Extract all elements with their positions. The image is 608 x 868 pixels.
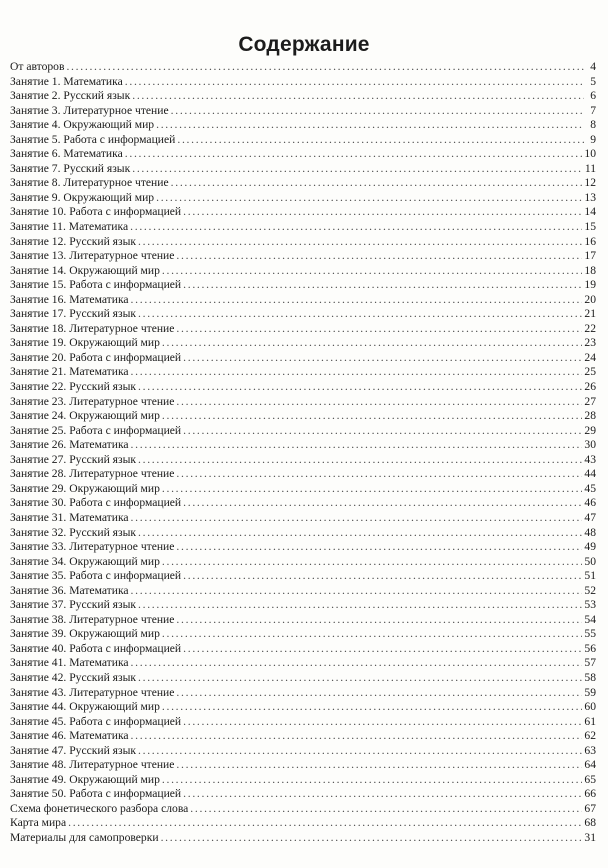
dot-leader: [138, 671, 582, 686]
toc-entry-page: 52: [584, 583, 596, 597]
toc-entry-label: Занятие 13. Литературное чтение: [10, 249, 175, 263]
toc-entry-label: Занятие 7. Русский язык: [10, 161, 131, 175]
toc-entry-label: Занятие 38. Литературное чтение: [10, 612, 175, 626]
toc-entry: [10, 351, 596, 366]
dot-leader: [138, 380, 582, 395]
toc-entry-label: Занятие 26. Математика: [10, 438, 129, 452]
dot-leader: [183, 715, 582, 730]
toc-entry: [10, 89, 596, 104]
dot-leader: [138, 598, 582, 613]
toc-entry-label: Занятие 30. Работа с информацией: [10, 496, 182, 510]
toc-entry-label: Занятие 19. Окружающий мир: [10, 336, 160, 350]
toc-entry: [10, 787, 596, 802]
toc-entry-page: 17: [584, 249, 596, 263]
toc-entry-label: Занятие 2. Русский язык: [10, 89, 131, 103]
toc-entry: [10, 75, 596, 90]
dot-leader: [190, 802, 582, 817]
toc-entry-page: 59: [584, 685, 596, 699]
dot-leader: [183, 787, 582, 802]
toc-entry: [10, 293, 596, 308]
toc-entry: [10, 555, 596, 570]
dot-leader: [156, 118, 584, 133]
toc-entry-page: 63: [584, 743, 596, 757]
toc-entry-label: Занятие 16. Математика: [10, 292, 129, 306]
dot-leader: [183, 496, 582, 511]
toc-entry-page: 55: [584, 627, 596, 641]
dot-leader: [171, 176, 583, 191]
toc-entry-label: Занятие 11. Математика: [10, 220, 129, 234]
toc-entry: [10, 802, 596, 817]
dot-leader: [162, 555, 583, 570]
toc-entry: [10, 467, 596, 482]
toc-entry-page: 46: [584, 496, 596, 510]
dot-leader: [131, 365, 583, 380]
toc-entry-label: Занятие 39. Окружающий мир: [10, 627, 160, 641]
dot-leader: [162, 627, 583, 642]
toc-entry-label: Занятие 12. Русский язык: [10, 234, 137, 248]
toc-entry: [10, 176, 596, 191]
toc-entry: [10, 656, 596, 671]
toc-entry-page: 64: [584, 758, 596, 772]
toc-entry: [10, 671, 596, 686]
toc-entry-label: Занятие 1. Математика: [10, 74, 123, 88]
toc-entry: [10, 627, 596, 642]
toc-entry-page: 51: [584, 569, 596, 583]
toc-entry: [10, 569, 596, 584]
dot-leader: [161, 831, 583, 846]
toc-entry-label: Занятие 37. Русский язык: [10, 598, 137, 612]
toc-entry-label: Занятие 20. Работа с информацией: [10, 350, 182, 364]
toc-entry-label: Занятие 33. Литературное чтение: [10, 540, 175, 554]
toc-entry-page: 19: [584, 278, 596, 292]
dot-leader: [131, 293, 583, 308]
toc-entry: [10, 336, 596, 351]
toc-entry-label: От авторов: [10, 60, 65, 73]
dot-leader: [176, 613, 582, 628]
toc-entry: [10, 496, 596, 511]
toc-entry-label: Занятие 35. Работа с информацией: [10, 569, 182, 583]
toc-entry: [10, 831, 596, 846]
toc-entry-page: 13: [584, 190, 596, 204]
toc-entry: [10, 773, 596, 788]
dot-leader: [162, 773, 583, 788]
dot-leader: [132, 162, 583, 177]
dot-leader: [183, 424, 582, 439]
toc-entry-page: 21: [584, 307, 596, 321]
dot-leader: [176, 540, 582, 555]
toc-entry-page: 50: [584, 554, 596, 568]
toc-entry-page: 31: [584, 830, 596, 844]
toc-entry: [10, 205, 596, 220]
dot-leader: [171, 104, 584, 119]
toc-entry-page: 56: [584, 641, 596, 655]
toc-entry: [10, 584, 596, 599]
toc-entry-page: 67: [584, 801, 596, 815]
toc-entry-label: Занятие 23. Литературное чтение: [10, 394, 175, 408]
toc-entry: [10, 438, 596, 453]
toc-entry-label: Занятие 5. Работа с информацией: [10, 132, 176, 146]
toc-entry: [10, 540, 596, 555]
toc-entry-label: Занятие 18. Литературное чтение: [10, 321, 175, 335]
toc-entry-label: Занятие 27. Русский язык: [10, 452, 137, 466]
dot-leader: [131, 656, 583, 671]
toc-entry-page: 62: [584, 729, 596, 743]
toc-entry: [10, 700, 596, 715]
toc-entry: [10, 249, 596, 264]
toc-entry-page: 8: [590, 118, 596, 132]
toc-entry-page: 4: [590, 60, 596, 73]
toc-entry: [10, 598, 596, 613]
dot-leader: [138, 744, 582, 759]
toc-entry: [10, 104, 596, 119]
table-of-contents: [10, 60, 596, 846]
dot-leader: [138, 453, 582, 468]
toc-entry-page: 22: [584, 321, 596, 335]
dot-leader: [162, 264, 583, 279]
toc-entry-page: 7: [590, 103, 596, 117]
toc-entry-page: 54: [584, 612, 596, 626]
toc-entry-page: 24: [584, 350, 596, 364]
toc-entry-page: 18: [584, 263, 596, 277]
dot-leader: [162, 409, 583, 424]
dot-leader: [183, 351, 582, 366]
toc-entry-label: Занятие 9. Окружающий мир: [10, 190, 155, 204]
toc-entry: [10, 453, 596, 468]
toc-entry: [10, 278, 596, 293]
toc-entry-page: 58: [584, 670, 596, 684]
toc-entry: [10, 118, 596, 133]
toc-entry-label: Занятие 28. Литературное чтение: [10, 467, 175, 481]
toc-entry-label: Занятие 44. Окружающий мир: [10, 700, 160, 714]
dot-leader: [138, 526, 582, 541]
toc-entry-label: Занятие 43. Литературное чтение: [10, 685, 175, 699]
toc-entry-page: 45: [584, 481, 596, 495]
toc-entry-label: Занятие 31. Математика: [10, 510, 129, 524]
toc-entry: [10, 816, 596, 831]
dot-leader: [125, 75, 584, 90]
toc-entry-page: 47: [584, 510, 596, 524]
dot-leader: [177, 133, 584, 148]
toc-entry: [10, 322, 596, 337]
toc-entry-page: 25: [584, 365, 596, 379]
toc-entry: [10, 613, 596, 628]
toc-entry: [10, 642, 596, 657]
dot-leader: [183, 569, 582, 584]
dot-leader: [183, 642, 582, 657]
toc-entry-page: 14: [584, 205, 596, 219]
toc-entry-label: Занятие 50. Работа с информацией: [10, 787, 182, 801]
toc-entry: [10, 380, 596, 395]
toc-entry-label: Занятие 42. Русский язык: [10, 670, 137, 684]
dot-leader: [131, 584, 583, 599]
toc-entry: [10, 147, 596, 162]
toc-entry: [10, 744, 596, 759]
toc-entry-label: Занятие 46. Математика: [10, 729, 129, 743]
toc-entry: [10, 191, 596, 206]
toc-entry-label: Карта мира: [10, 816, 67, 830]
toc-entry: [10, 307, 596, 322]
dot-leader: [138, 235, 582, 250]
toc-entry: [10, 729, 596, 744]
dot-leader: [66, 60, 584, 75]
dot-leader: [176, 467, 582, 482]
toc-entry-page: 26: [584, 380, 596, 394]
page-title: Содержание: [238, 33, 370, 56]
toc-entry-label: Занятие 47. Русский язык: [10, 743, 137, 757]
toc-entry-page: 28: [584, 409, 596, 423]
toc-entry-page: 43: [584, 452, 596, 466]
dot-leader: [176, 686, 582, 701]
toc-entry-page: 61: [584, 714, 596, 728]
toc-entry: [10, 424, 596, 439]
dot-leader: [183, 205, 582, 220]
toc-entry-page: 57: [584, 656, 596, 670]
toc-entry-page: 23: [584, 336, 596, 350]
toc-entry-label: Занятие 40. Работа с информацией: [10, 641, 182, 655]
dot-leader: [132, 89, 584, 104]
toc-entry: [10, 264, 596, 279]
toc-entry: [10, 409, 596, 424]
toc-entry-page: 68: [584, 816, 596, 830]
toc-entry-page: 65: [584, 772, 596, 786]
toc-entry: [10, 395, 596, 410]
toc-entry-page: 6: [590, 89, 596, 103]
toc-entry: [10, 511, 596, 526]
toc-entry-page: 66: [584, 787, 596, 801]
toc-entry-label: Занятие 34. Окружающий мир: [10, 554, 160, 568]
toc-entry-page: 15: [584, 220, 596, 234]
toc-entry: [10, 482, 596, 497]
toc-entry-page: 48: [584, 525, 596, 539]
toc-entry-page: 10: [584, 147, 596, 161]
toc-entry-label: Занятие 45. Работа с информацией: [10, 714, 182, 728]
toc-entry-label: Занятие 8. Литературное чтение: [10, 176, 169, 190]
toc-entry-page: 16: [584, 234, 596, 248]
toc-entry: [10, 60, 596, 75]
toc-entry-page: 49: [584, 540, 596, 554]
toc-entry: [10, 162, 596, 177]
toc-entry-label: Материалы для самопроверки: [10, 830, 159, 844]
toc-entry-page: 20: [584, 292, 596, 306]
toc-entry: [10, 526, 596, 541]
dot-leader: [131, 438, 583, 453]
toc-entry-page: 30: [584, 438, 596, 452]
toc-entry-page: 53: [584, 598, 596, 612]
toc-entry-page: 12: [584, 176, 596, 190]
toc-entry-page: 44: [584, 467, 596, 481]
toc-entry: [10, 715, 596, 730]
toc-entry-page: 27: [584, 394, 596, 408]
dot-leader: [131, 511, 583, 526]
toc-entry-label: Занятие 36. Математика: [10, 583, 129, 597]
dot-leader: [162, 336, 583, 351]
toc-entry-label: Занятие 29. Окружающий мир: [10, 481, 160, 495]
dot-leader: [176, 322, 582, 337]
toc-entry-label: Занятие 25. Работа с информацией: [10, 423, 182, 437]
dot-leader: [176, 758, 582, 773]
toc-entry-label: Занятие 17. Русский язык: [10, 307, 137, 321]
dot-leader: [130, 220, 582, 235]
toc-entry: [10, 365, 596, 380]
toc-entry-label: Занятие 41. Математика: [10, 656, 129, 670]
toc-entry-label: Занятие 24. Окружающий мир: [10, 409, 160, 423]
toc-entry-page: 60: [584, 700, 596, 714]
toc-entry-label: Занятие 15. Работа с информацией: [10, 278, 182, 292]
toc-entry-page: 9: [590, 132, 596, 146]
toc-entry-label: Схема фонетического разбора слова: [10, 801, 189, 815]
toc-entry-label: Занятие 48. Литературное чтение: [10, 758, 175, 772]
toc-entry-label: Занятие 21. Математика: [10, 365, 129, 379]
dot-leader: [125, 147, 583, 162]
dot-leader: [68, 816, 582, 831]
toc-entry-label: Занятие 3. Литературное чтение: [10, 103, 169, 117]
toc-entry: [10, 758, 596, 773]
toc-entry: [10, 220, 596, 235]
toc-entry-label: Занятие 14. Окружающий мир: [10, 263, 160, 277]
toc-entry-page: 29: [584, 423, 596, 437]
toc-entry-label: Занятие 6. Математика: [10, 147, 123, 161]
dot-leader: [156, 191, 582, 206]
toc-entry-label: Занятие 10. Работа с информацией: [10, 205, 182, 219]
dot-leader: [176, 249, 582, 264]
toc-entry-page: 11: [584, 161, 596, 175]
toc-entry: [10, 686, 596, 701]
toc-entry: [10, 133, 596, 148]
toc-entry: [10, 235, 596, 250]
toc-entry-label: Занятие 32. Русский язык: [10, 525, 137, 539]
toc-entry-page: 5: [590, 74, 596, 88]
dot-leader: [176, 395, 582, 410]
dot-leader: [162, 700, 583, 715]
dot-leader: [162, 482, 583, 497]
toc-entry-label: Занятие 4. Окружающий мир: [10, 118, 155, 132]
dot-leader: [131, 729, 583, 744]
toc-entry-label: Занятие 49. Окружающий мир: [10, 772, 160, 786]
dot-leader: [183, 278, 582, 293]
toc-entry-label: Занятие 22. Русский язык: [10, 380, 137, 394]
dot-leader: [138, 307, 582, 322]
